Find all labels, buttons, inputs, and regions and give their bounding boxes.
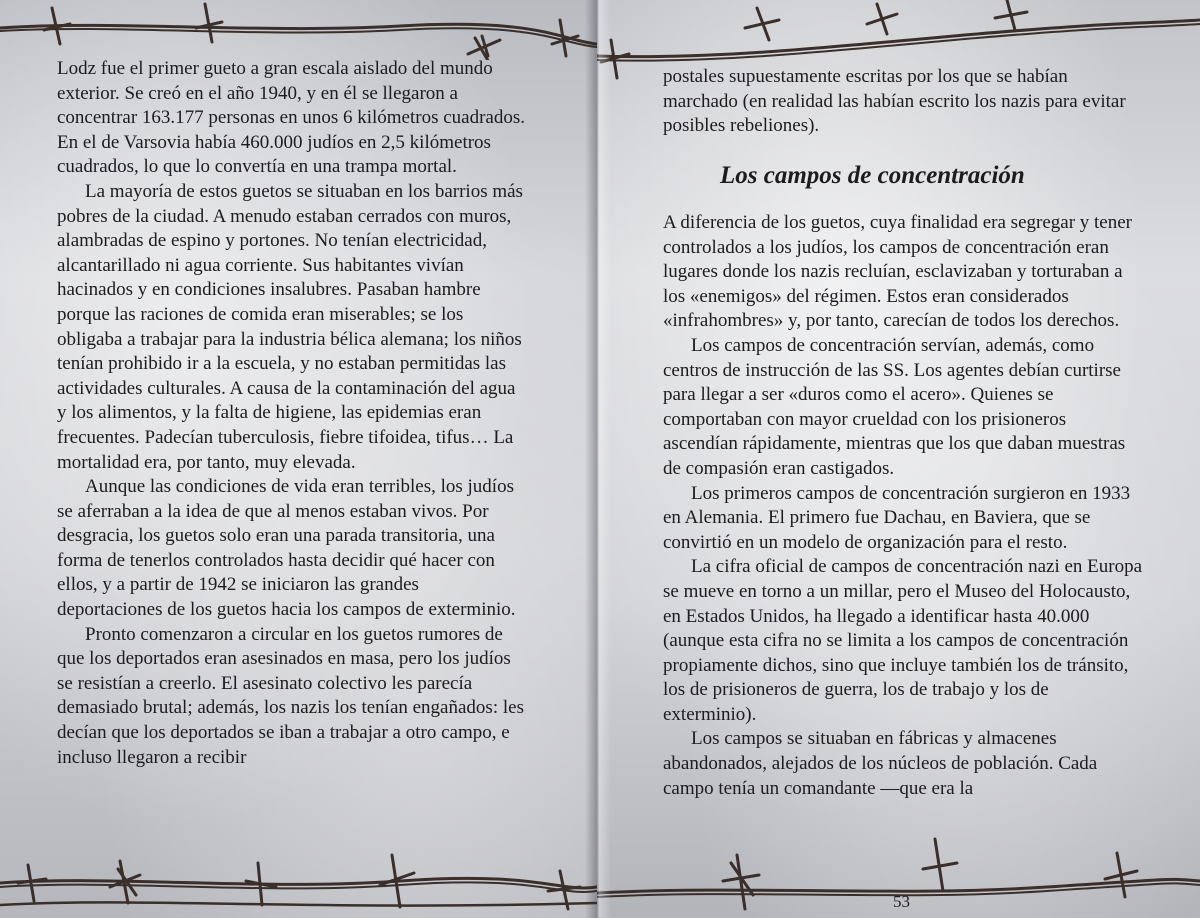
body-paragraph: Lodz fue el primer gueto a gran escala aislado del mundo exterior. Se creó en el año 1940, y en él se llegaron a concentrar 163.177 personas en unos 6 kilómetros cuadrados. En el de Varsovia había 460.000 judíos en 2,5 kilómetros cuadrados, lo que lo convertía en una trampa mortal. — [57, 58, 526, 178]
body-paragraph: Los primeros campos de concentración surgieron en 1933 en Alemania. El primero fue Dachau, en Baviera, que se convirtió en un modelo de organización para el resto. — [663, 482, 1131, 553]
body-paragraph: postales supuestamente escritas por los que se habían marchado (en realidad las habían escrito los nazis para evitar posibles rebeliones). — [663, 66, 1126, 137]
body-paragraph: A diferencia de los guetos, cuya finalidad era segregar y tener controlados a los judíos, los campos de concentración eran lugares donde los nazis recluían, esclavizaban y torturaban a los «enemigos» del régimen. Estos eran considerados «infrahombres» y, por tanto, carecían de todos los derechos. — [663, 212, 1132, 332]
body-paragraph: La mayoría de estos guetos se situaban en los barrios más pobres de la ciudad. A menudo estaban cerrados con muros, alambradas de espino y portones. No tenían electricidad, alcantarillado ni agua corriente. Sus habitantes vivían hacinados y en condiciones insalubres. Pasaban hambre porque las raciones de comida eran miserables; se los obligaba a trabajar para la industria bélica alemana; los niños tenían prohibido ir a la escuela, y no estaban permitidas las actividades culturales. A causa de la contaminación del agua y los alimentos, y la falta de higiene, las epidemias eran frecuentes. Padecían tuberculosis, fiebre tifoidea, tifus… La mortalidad era, por tanto, muy elevada. — [57, 180, 523, 473]
body-paragraph: Los campos de concentración servían, además, como centros de instrucción de las SS. Los agentes debían curtirse para llegar a ser «duros como el acero». Quienes se comportaban con mayor crueldad con los prisioneros ascendían rápidamente, mientras que los que daban muestras de compasión eran castigados. — [663, 334, 1126, 479]
left-page — [0, 0, 597, 918]
right-page — [597, 0, 1200, 918]
right-body-text — [663, 211, 1143, 801]
barbed-wire-bottom-left-icon — [0, 835, 597, 918]
left-body-text — [57, 57, 527, 770]
body-paragraph: Aunque las condiciones de vida eran terribles, los judíos se aferraban a la idea de que al menos estaban vivos. Por desgracia, los guetos solo eran una parada transitoria, una forma de tenerlos controlados hasta decidir qué hacer con ellos, y a partir de 1942 se iniciaron las grandes deportaciones de los guetos hacia los campos de exterminio. — [57, 476, 516, 621]
right-continuation-text — [663, 65, 1143, 139]
body-paragraph: La cifra oficial de campos de concentración nazi en Europa se mueve en torno a un millar, pero el Museo del Holocausto, en Estados Unidos, ha llegado a identificar hasta 40.000 (aunque esta cifra no se limita a los campos de concentración propiamente dichos, sino que incluye también los de tránsito, los de prisioneros de guerra, los de trabajo y los de exterminio). — [663, 556, 1143, 725]
body-paragraph: Pronto comenzaron a circular en los guetos rumores de que los deportados eran asesinados en masa, pero los judíos se resistían a creerlo. El asesinato colectivo les parecía demasiado brutal; además, los nazis los tenían engañados: les decían que los deportados se iban a trabajar a otro campo, e incluso llegaron a recibir — [57, 623, 524, 768]
body-paragraph: Los campos se situaban en fábricas y almacenes abandonados, alejados de los núcleos de población. Cada campo tenía un comandante —que era la — [663, 728, 1098, 799]
barbed-wire-top-left-icon — [0, 0, 597, 60]
page-number: 53 — [893, 892, 910, 911]
section-heading: Los campos de concentración — [720, 162, 1025, 189]
